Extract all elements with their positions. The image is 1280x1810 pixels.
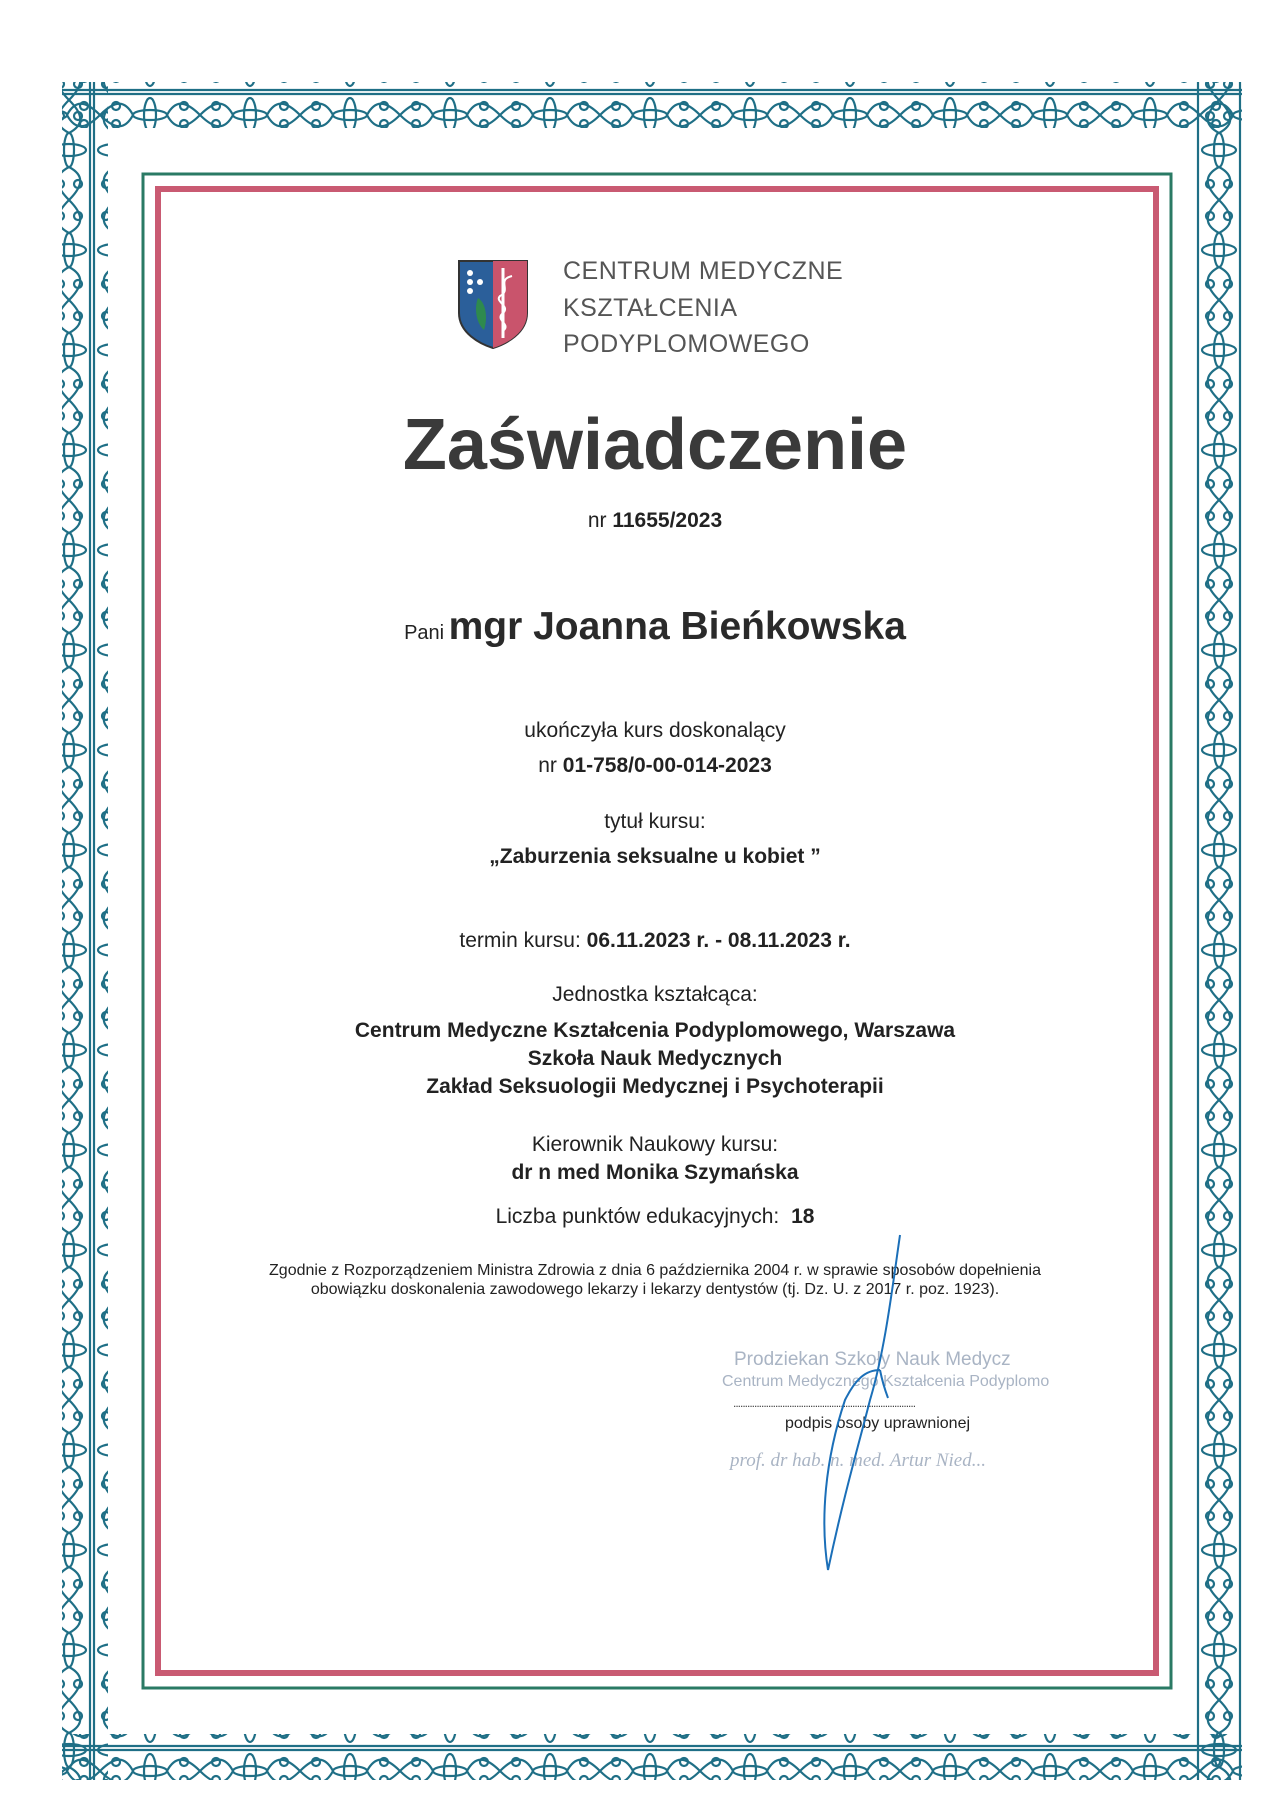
signature-dotted-line: .............................................................................. [733, 1396, 916, 1410]
legal-note-line-1: Zgodnie z Rozporządzeniem Ministra Zdrowia z dnia 6 października 2004 r. w sprawie sposobów dopełnienia [269, 1262, 1041, 1279]
certificate-number-value: 11655/2023 [612, 509, 723, 532]
director-label: Kierownik Naukowy kursu: [531, 1133, 779, 1156]
certificate-number-prefix: nr [587, 509, 607, 532]
course-title-label: tytuł kursu: [604, 810, 706, 833]
course-term [150, 929, 1160, 953]
legal-note-line-2: obowiązku doskonalenia zawodowego lekarzy i lekarzy dentystów (tj. Dz. U. z 2017 r. poz. 1923). [310, 1281, 1000, 1298]
institution-name-line-3: PODYPLOMOWEGO [563, 330, 810, 358]
education-points [150, 1205, 1160, 1229]
handwritten-signature [800, 1230, 920, 1580]
institution-name-line-1: CENTRUM MEDYCZNE [563, 257, 844, 285]
signature-label: podpis osoby uprawnionej [785, 1415, 971, 1432]
term-value: 06.11.2023 r. - 08.11.2023 r. [586, 929, 851, 952]
stamp-line-1: Prodziekan Szkoły Nauk Medycz [734, 1349, 1011, 1370]
director-name: dr n med Monika Szymańska [511, 1161, 799, 1184]
points-label: Liczba punktów edukacyjnych: [495, 1205, 780, 1228]
course-number-value: 01-758/0-00-014-2023 [562, 754, 772, 777]
recipient-name: mgr Joanna Bieńkowska [448, 605, 906, 648]
stamp-line-2: Centrum Medycznego Kształcenia Podyplomo [722, 1373, 1050, 1390]
course-number [150, 754, 1160, 778]
document-title: Zaświadczenie [402, 405, 908, 485]
certificate-number [150, 509, 1160, 533]
institution-name-line-2: KSZTAŁCENIA [563, 294, 738, 322]
unit-line-3: Zakład Seksuologii Medycznej i Psychoterapii [426, 1075, 884, 1098]
course-number-prefix: nr [538, 754, 557, 777]
unit-line-2: Szkoła Nauk Medycznych [527, 1047, 783, 1070]
completed-label: ukończyła kurs doskonalący [524, 719, 786, 742]
course-title: „Zaburzenia seksualne u kobiet ” [489, 845, 821, 868]
term-label: termin kursu: [459, 929, 581, 952]
points-value: 18 [791, 1205, 815, 1228]
signer-name-stamp: prof. dr hab. n. med. Artur Nied... [730, 1450, 986, 1471]
salutation: Pani [404, 622, 445, 644]
unit-line-1: Centrum Medyczne Kształcenia Podyplomowego, Warszawa [354, 1019, 956, 1042]
institution-shield-logo [456, 258, 530, 350]
recipient-line [150, 605, 1160, 649]
unit-label: Jednostka kształcąca: [552, 983, 758, 1006]
